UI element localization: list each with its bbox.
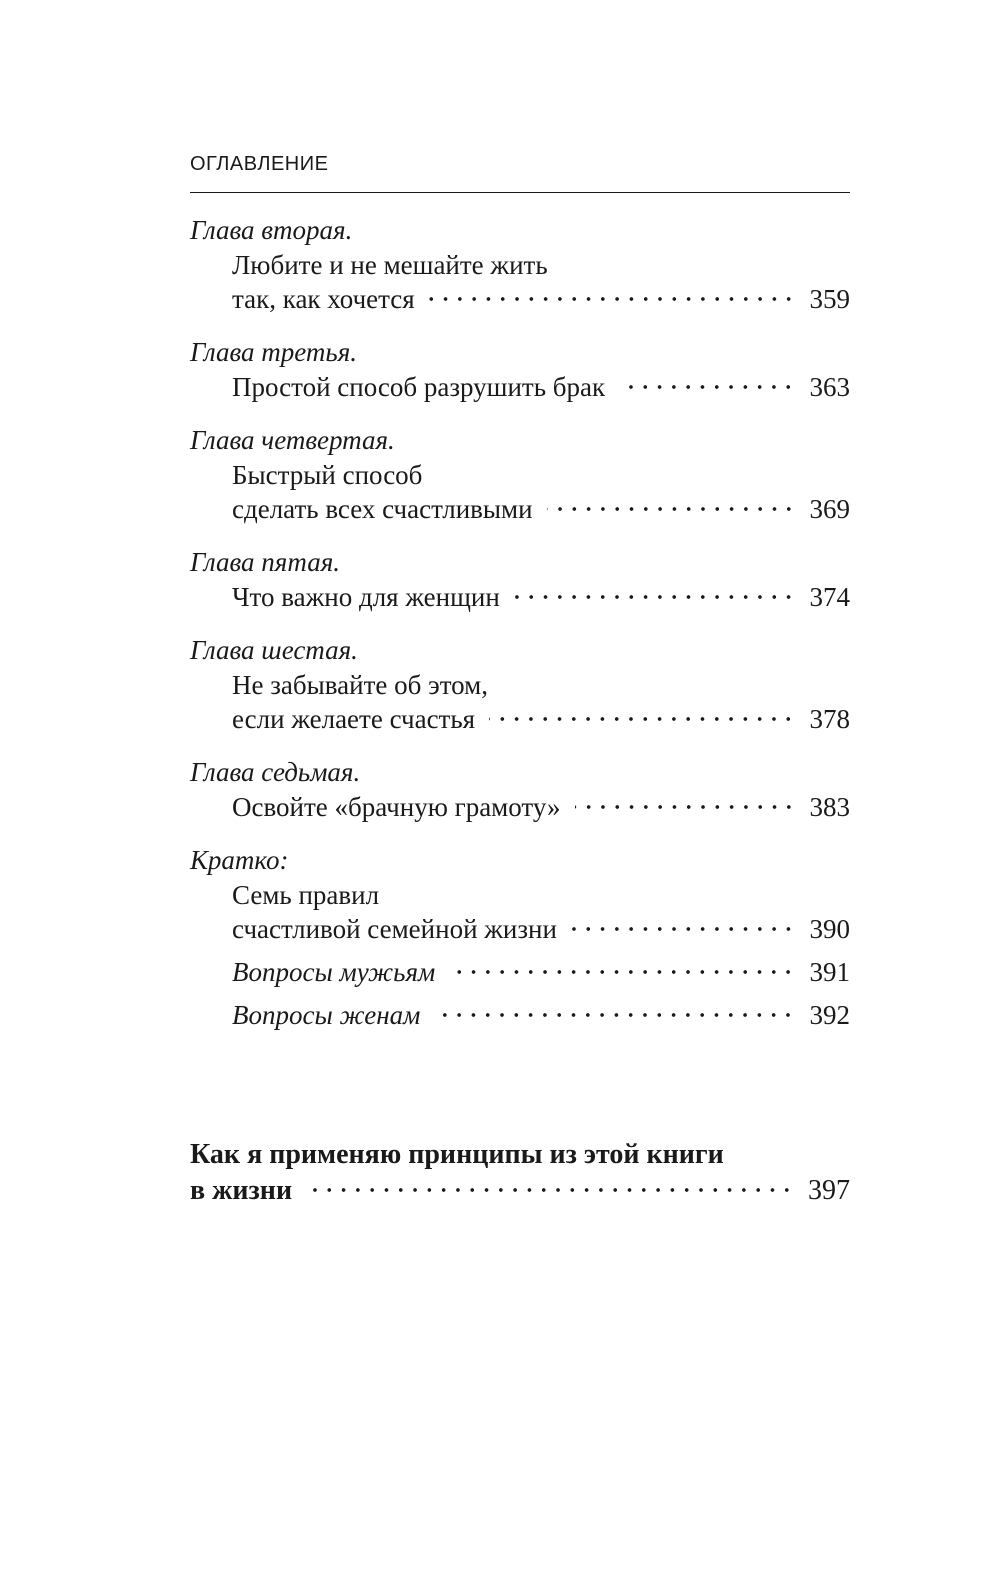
page-number: 359: [809, 284, 850, 314]
chapter-label: Глава вторая.: [190, 215, 353, 245]
chapter-label: Глава шестая.: [190, 635, 358, 665]
toc-entry-row[interactable]: [190, 370, 850, 404]
chapter-title-line: Любите и не мешайте жить: [232, 250, 548, 280]
chapter-label: Кратко:: [190, 845, 289, 875]
toc-entry-row[interactable]: [190, 702, 850, 736]
final-section-title-line: в жизни: [190, 1175, 293, 1206]
dot-leader: [571, 927, 796, 931]
chapter-title-line: если желаете счастья: [232, 704, 476, 734]
toc-sub-entry-row[interactable]: [190, 955, 850, 989]
chapter-label: Глава четвертая.: [190, 425, 395, 455]
chapter-title-line: Что важно для женщин: [232, 582, 500, 612]
toc-entry-row[interactable]: [190, 1173, 850, 1209]
page-number: 374: [809, 582, 850, 612]
final-section-title-line: Как я применяю принципы из этой книги: [190, 1139, 724, 1170]
dot-leader: [489, 717, 795, 721]
dot-leader: [429, 297, 796, 301]
dot-leader: [434, 1013, 795, 1017]
chapter-title-line: счастливой семейной жизни: [232, 914, 557, 944]
toc-entry-row[interactable]: [190, 912, 850, 946]
toc-entry-row[interactable]: [190, 790, 850, 824]
dot-leader: [619, 385, 795, 389]
toc-header-title: ОГЛАВЛЕНИЕ: [190, 153, 329, 175]
toc-entry-row[interactable]: [190, 492, 850, 526]
page-number: 397: [808, 1175, 850, 1206]
toc-chapter: [190, 422, 850, 526]
page-number: 378: [809, 704, 850, 734]
chapter-title-line: Семь правил: [232, 880, 380, 910]
dot-leader: [575, 805, 796, 809]
toc-sub-entry-row[interactable]: [190, 998, 850, 1032]
page-number: 363: [809, 372, 850, 402]
chapter-title-line: Быстрый способ: [232, 460, 423, 490]
chapter-title-line: сделать всех счастливыми: [232, 494, 533, 524]
page-number: 383: [809, 792, 850, 822]
page-number: 390: [809, 914, 850, 944]
sub-entry-title: Вопросы мужьям: [232, 957, 436, 987]
chapter-label: Глава третья.: [190, 337, 358, 367]
dot-leader: [514, 595, 796, 599]
toc-chapter: [190, 632, 850, 736]
toc-entry-row[interactable]: [190, 580, 850, 614]
dot-leader: [449, 970, 795, 974]
toc-chapter: [190, 544, 850, 614]
chapter-title-line: Простой способ разрушить брак: [232, 372, 606, 402]
toc-chapter: [190, 212, 850, 316]
dot-leader: [547, 507, 796, 511]
chapter-label: Глава седьмая.: [190, 757, 361, 787]
header-divider: [190, 192, 850, 193]
dot-leader: [306, 1188, 794, 1192]
page-number: 369: [809, 494, 850, 524]
chapter-label: Глава пятая.: [190, 547, 340, 577]
chapter-title-line: Освойте «брачную грамоту»: [232, 792, 561, 822]
chapter-title-line: Не забывайте об этом,: [232, 670, 488, 700]
final-section: [190, 1137, 850, 1209]
toc-chapter: [190, 334, 850, 404]
chapter-title-line: так, как хочется: [232, 284, 415, 314]
page-number: 391: [809, 957, 850, 987]
page-number: 392: [809, 1000, 850, 1030]
toc-chapter: [190, 842, 850, 1032]
toc-chapter: [190, 754, 850, 824]
table-of-contents: [190, 212, 850, 1050]
toc-entry-row[interactable]: [190, 282, 850, 316]
sub-entry-title: Вопросы женам: [232, 1000, 421, 1030]
